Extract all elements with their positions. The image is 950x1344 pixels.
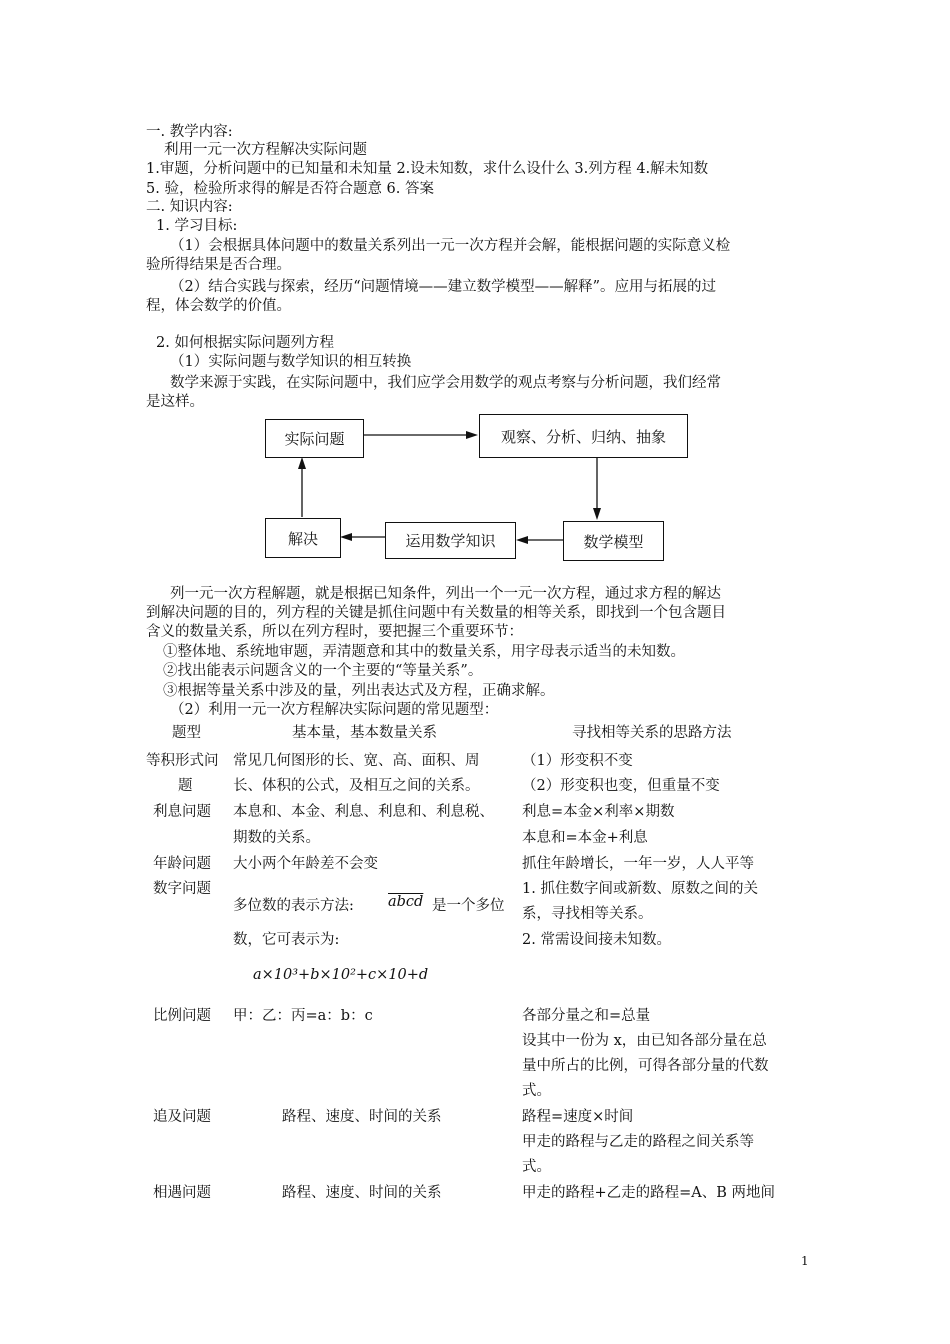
table-cell-type: 题 [178, 778, 193, 794]
table-cell-type: 年龄问题 [153, 856, 211, 872]
table-cell-basic: 期数的关系。 [233, 830, 320, 846]
step-line: ①整体地、系统地审题，弄清题意和其中的数量关系，用字母表示适当的未知数。 [163, 644, 685, 660]
table-header-method: 寻找相等关系的思路方法 [572, 725, 732, 741]
table-cell-type: 追及问题 [153, 1109, 211, 1125]
table-cell-basic: 是一个多位 [432, 898, 505, 914]
table-cell-method: 系，寻找相等关系。 [522, 906, 653, 922]
steps-line: 5. 验，检验所求得的解是否符合题意 6. 答案 [146, 181, 434, 197]
goal-line: 验所得结果是否合理。 [146, 257, 291, 273]
goal-line: （1）会根据具体问题中的数量关系列出一元一次方程并会解，能根据问题的实际意义检 [170, 238, 731, 254]
flow-label: 实际问题 [284, 430, 345, 448]
table-cell-type: 利息问题 [153, 804, 211, 820]
table-cell-method: （1）形变积不变 [522, 753, 633, 769]
flow-label: 解决 [287, 529, 318, 548]
table-cell-method: 路程=速度×时间 [522, 1109, 634, 1125]
subheading: （2）利用一元一次方程解决实际问题的常见题型： [170, 702, 499, 718]
table-cell-method: 抓住年龄增长，一年一岁，人人平等 [522, 856, 754, 872]
table-cell-basic: 常见几何图形的长、宽、高、面积、周 [233, 753, 480, 769]
table-cell-basic: 大小两个年龄差不会变 [233, 856, 378, 872]
table-cell-method: 2. 常需设间接未知数。 [522, 932, 671, 948]
table-cell-type: 数字问题 [153, 881, 211, 897]
para-line: 列一元一次方程解题，就是根据已知条件，列出一个一元一次方程，通过求方程的解达 [170, 586, 721, 602]
step-line: ③根据等量关系中涉及的量，列出表达式及方程，正确求解。 [163, 683, 555, 699]
table-cell-basic: 本息和、本金、利息、利息和、利息税、 [233, 804, 494, 820]
table-cell-basic: 多位数的表示方法: [233, 898, 354, 914]
page-number: 1 [801, 1254, 809, 1268]
table-cell-basic: 路程、速度、时间的关系 [282, 1185, 442, 1201]
subheading: 1. 学习目标: [156, 218, 238, 234]
table-cell-method: 量中所占的比例，可得各部分量的代数 [522, 1058, 769, 1074]
place-value-formula: a×10³+b×10²+c×10+d [253, 967, 429, 983]
steps-line: 1.审题，分析问题中的已知量和未知量 2.设未知数，求什么设什么 3.列方程 4.解未知数 [146, 161, 709, 177]
intro-line: 是这样。 [146, 394, 204, 410]
table-cell-method: 式。 [522, 1083, 551, 1099]
table-cell-method: 设其中一份为 x，由已知各部分量在总 [522, 1033, 767, 1049]
flow-label: 观察、分析、归纳、抽象 [500, 427, 666, 446]
table-cell-basic: 路程、速度、时间的关系 [282, 1109, 442, 1125]
table-cell-method: 1. 抓住数字间或新数、原数之间的关 [522, 881, 758, 897]
table-cell-method: 甲走的路程+乙走的路程=A、B 两地间 [522, 1185, 776, 1201]
step-line: ②找出能表示问题含义的一个主要的“等量关系”。 [163, 663, 483, 679]
content-line: 利用一元一次方程解决实际问题 [164, 142, 367, 158]
goal-line: （2）结合实践与探索，经历“问题情境——建立数学模型——解释”。应用与拓展的过 [170, 279, 717, 295]
table-cell-method: 甲走的路程与乙走的路程之间关系等 [522, 1134, 754, 1150]
table-cell-basic: 甲：乙：丙=a：b：c [233, 1008, 373, 1024]
overlined-abcd: abcd [388, 894, 424, 910]
table-header-type: 题型 [172, 725, 201, 741]
para-line: 含义的数量关系，所以在列方程时，要把握三个重要环节： [146, 624, 523, 640]
table-cell-method: 式。 [522, 1159, 551, 1175]
flow-label: 数学模型 [583, 532, 644, 551]
table-cell-type: 相遇问题 [153, 1185, 211, 1201]
subheading: （1）实际问题与数学知识的相互转换 [170, 354, 412, 370]
goal-line: 程，体会数学的价值。 [146, 298, 291, 314]
table-cell-method: 本息和=本金+利息 [522, 830, 648, 846]
table-cell-basic: 长、体积的公式，及相互之间的关系。 [233, 778, 480, 794]
table-cell-type: 比例问题 [153, 1008, 211, 1024]
table-header-basic: 基本量，基本数量关系 [292, 725, 437, 741]
table-cell-type: 等积形式问 [146, 753, 219, 769]
para-line: 到解决问题的目的，列方程的关键是抓住问题中有关数量的相等关系，即找到一个包含题目 [146, 605, 726, 621]
intro-line: 数学来源于实践，在实际问题中，我们应学会用数学的观点考察与分析问题，我们经常 [170, 375, 721, 391]
table-cell-method: 各部分量之和=总量 [522, 1008, 651, 1024]
subheading: 2. 如何根据实际问题列方程 [156, 335, 334, 351]
section-heading-2: 二. 知识内容: [146, 199, 233, 215]
table-cell-basic: 数，它可表示为: [233, 932, 340, 948]
table-cell-method: 利息=本金×利率×期数 [522, 804, 675, 820]
section-heading-1: 一. 教学内容: [146, 124, 233, 140]
table-cell-method: （2）形变积也变，但重量不变 [522, 778, 720, 794]
flow-label: 运用数学知识 [405, 532, 496, 550]
